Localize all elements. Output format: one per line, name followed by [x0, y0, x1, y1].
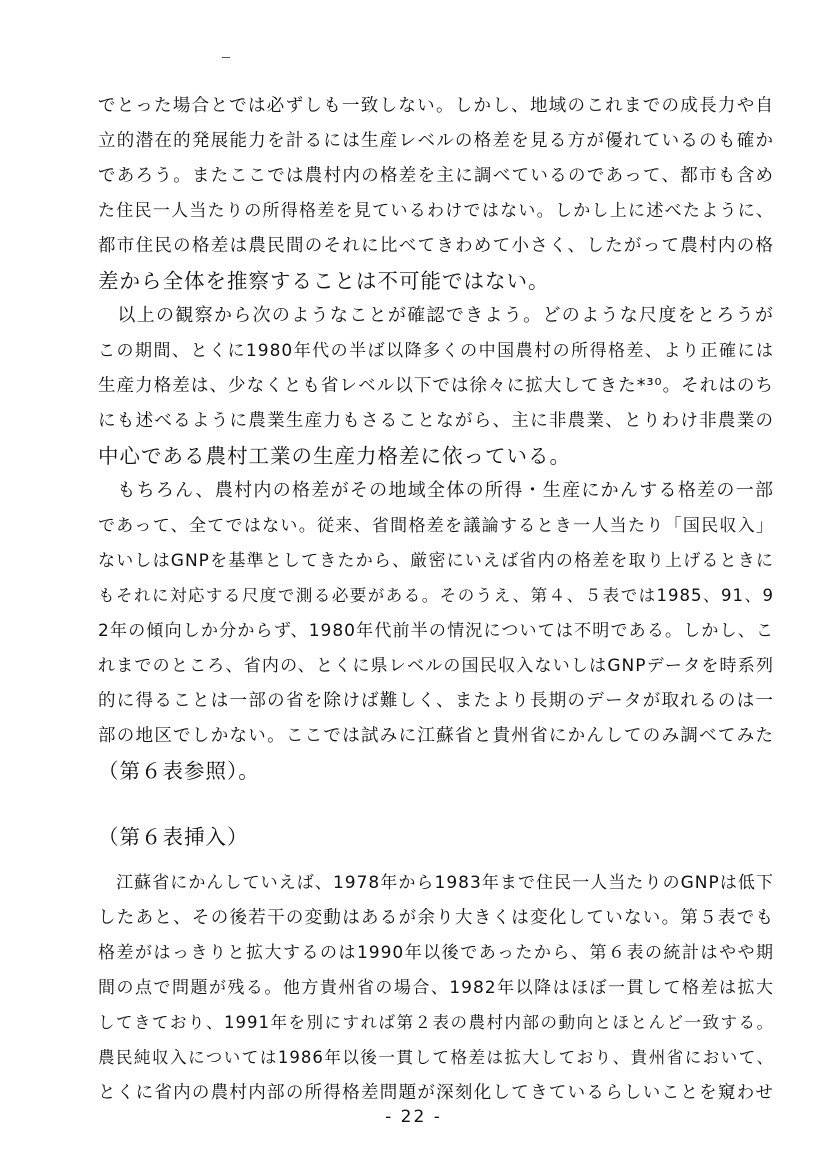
table-insert-note: （第６表挿入）	[98, 825, 249, 849]
text-line: れまでのところ、省内の、とくに県レベルの国民収入ないしはGNPデータを時系列	[98, 656, 774, 676]
text-line: 生産力格差は、少なくとも省レベル以下では徐々に拡大してきた*³⁰。それはのち	[98, 376, 774, 396]
text-line: 江蘇省にかんしていえば、1978年から1983年まで住民一人当たりのGNPは低下	[98, 873, 774, 893]
text-line: 中心である農村工業の生産力格差に依っている。	[98, 444, 571, 468]
text-line: この期間、とくに1980年代の半ば以降多くの中国農村の所得格差、より正確には	[98, 341, 774, 361]
text-line: であって、全てではない。従来、省間格差を議論するとき一人当たり「国民収入」	[98, 516, 774, 536]
text-line: にも述べるように農業生産力もさることながら、主に非農業、とりわけ非農業の	[98, 411, 774, 431]
text-line: ないしはGNPを基準としてきたから、厳密にいえば省内の格差を取り上げるときに	[98, 551, 774, 571]
text-line: とくに省内の農村内部の所得格差問題が深刻化してきているらしいことを窺わせ	[98, 1083, 774, 1103]
text-line: 部の地区でしかない。ここでは試みに江蘇省と貴州省にかんしてのみ調べてみた	[98, 726, 774, 746]
text-line: 的に得ることは一部の省を除けば難しく、またより長期のデータが取れるのは一	[98, 691, 774, 711]
text-line: 以上の観察から次のようなことが確認できよう。どのような尺度をとろうが	[98, 305, 774, 326]
text-line: 農民純収入については1986年以後一貫して格差は拡大しており、貴州省において、	[98, 1048, 774, 1067]
text-line: （第６表参照）。	[98, 759, 260, 783]
text-line: してきており、1991年を別にすれば第２表の農村内部の動向とほとんど一致する。	[98, 1013, 774, 1032]
scan-mark	[222, 57, 230, 58]
text-line: 2年の傾向しか分からず、1980年代前半の情況については不明である。しかし、こ	[98, 621, 774, 641]
page-number: - 22 -	[385, 1107, 442, 1127]
text-line: もちろん、農村内の格差がその地域全体の所得・生産にかんする格差の一部	[98, 480, 774, 501]
text-line: 格差がはっきりと拡大するのは1990年以後であったから、第６表の統計はやや期	[98, 943, 774, 963]
text-line: た住民一人当たりの所得格差を見ているわけではない。しかし上に述べたように、	[98, 201, 774, 221]
text-line: もそれに対応する尺度で測る必要がある。そのうえ、第４、５表では1985、91、9	[98, 586, 774, 605]
text-line: 間の点で問題が残る。他方貴州省の場合、1982年以降はほぼ一貫して格差は拡大	[98, 978, 774, 998]
text-line: であろう。またここでは農村内の格差を主に調べているのであって、都市も含め	[98, 166, 774, 186]
text-line: 立的潜在的発展能力を計るには生産レベルの格差を見る方が優れているのも確か	[98, 131, 774, 151]
text-line: でとった場合とでは必ずしも一致しない。しかし、地域のこれまでの成長力や自	[98, 96, 774, 116]
text-line: したあと、その後若干の変動はあるが余り大きくは変化していない。第５表でも	[98, 908, 774, 928]
text-line: 都市住民の格差は農民間のそれに比べてきわめて小さく、したがって農村内の格	[98, 236, 774, 256]
text-line: 差から全体を推察することは不可能ではない。	[98, 269, 550, 293]
